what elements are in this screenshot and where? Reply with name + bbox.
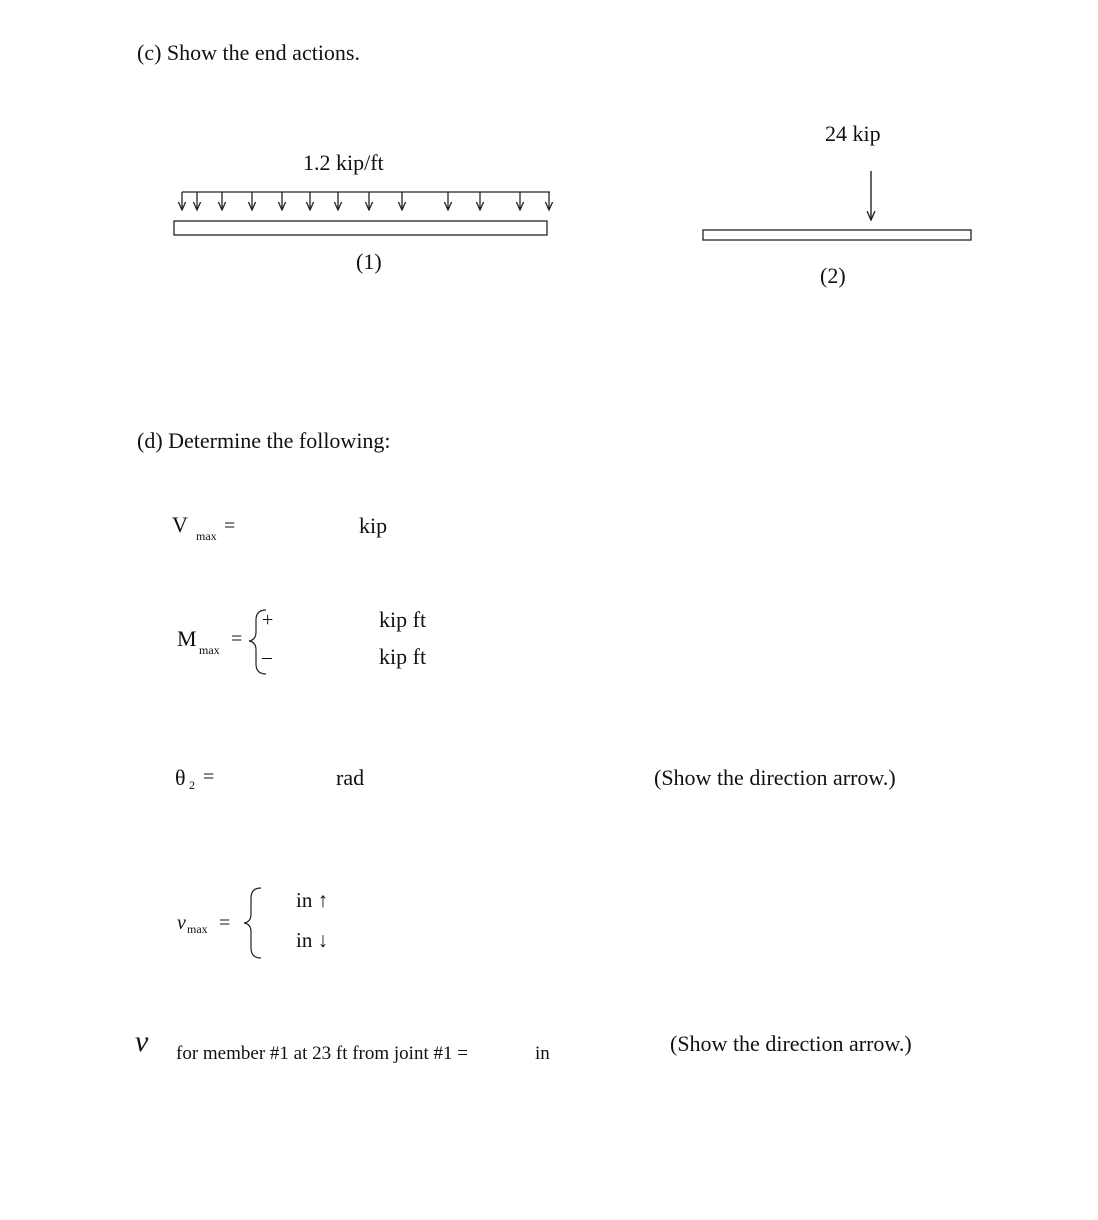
beam-diagrams xyxy=(0,0,1098,320)
vmax-deflection-equals: = xyxy=(219,912,231,934)
vmax-deflection-symbol: v xyxy=(177,912,186,934)
vmax-subscript: max xyxy=(196,529,217,543)
member-1-label: (1) xyxy=(356,249,382,274)
mmax-subscript: max xyxy=(199,643,220,657)
distributed-load-label: 1.2 kip/ft xyxy=(303,150,384,175)
member-deflection-direction-note: (Show the direction arrow.) xyxy=(670,1031,912,1056)
vmax-equals: = xyxy=(224,515,236,537)
theta-direction-note: (Show the direction arrow.) xyxy=(654,765,896,790)
beam-member-1 xyxy=(174,221,547,235)
mmax-symbol: M xyxy=(177,626,197,651)
vmax-symbol: V xyxy=(172,512,188,537)
member-2-label: (2) xyxy=(820,263,846,288)
mmax-positive-unit: kip ft xyxy=(379,607,427,632)
section-d-heading: (d) Determine the following: xyxy=(137,428,391,453)
deflection-down-unit: in ↓ xyxy=(296,928,329,952)
vmax-left-brace xyxy=(244,888,261,958)
member-deflection-text: for member #1 at 23 ft from joint #1 = xyxy=(176,1043,468,1064)
theta-equals: = xyxy=(203,766,215,788)
section-c-heading: (c) Show the end actions. xyxy=(137,40,360,65)
mmax-plus-sign: + xyxy=(262,609,274,631)
deflection-up-unit: in ↑ xyxy=(296,888,329,912)
theta-symbol: θ xyxy=(175,765,186,790)
distributed-load xyxy=(182,192,550,210)
vmax-deflection-subscript: max xyxy=(187,922,208,936)
mmax-negative-unit: kip ft xyxy=(379,644,427,669)
member-deflection-symbol: v xyxy=(135,1025,149,1058)
mmax-minus-sign: – xyxy=(262,646,272,668)
theta-unit: rad xyxy=(336,765,365,790)
vmax-unit: kip xyxy=(359,513,388,538)
point-load-label: 24 kip xyxy=(825,121,881,146)
member-deflection-unit: in xyxy=(535,1043,550,1064)
mmax-equals: = xyxy=(231,628,243,650)
beam-member-2 xyxy=(703,230,971,240)
theta-subscript: 2 xyxy=(189,778,195,792)
